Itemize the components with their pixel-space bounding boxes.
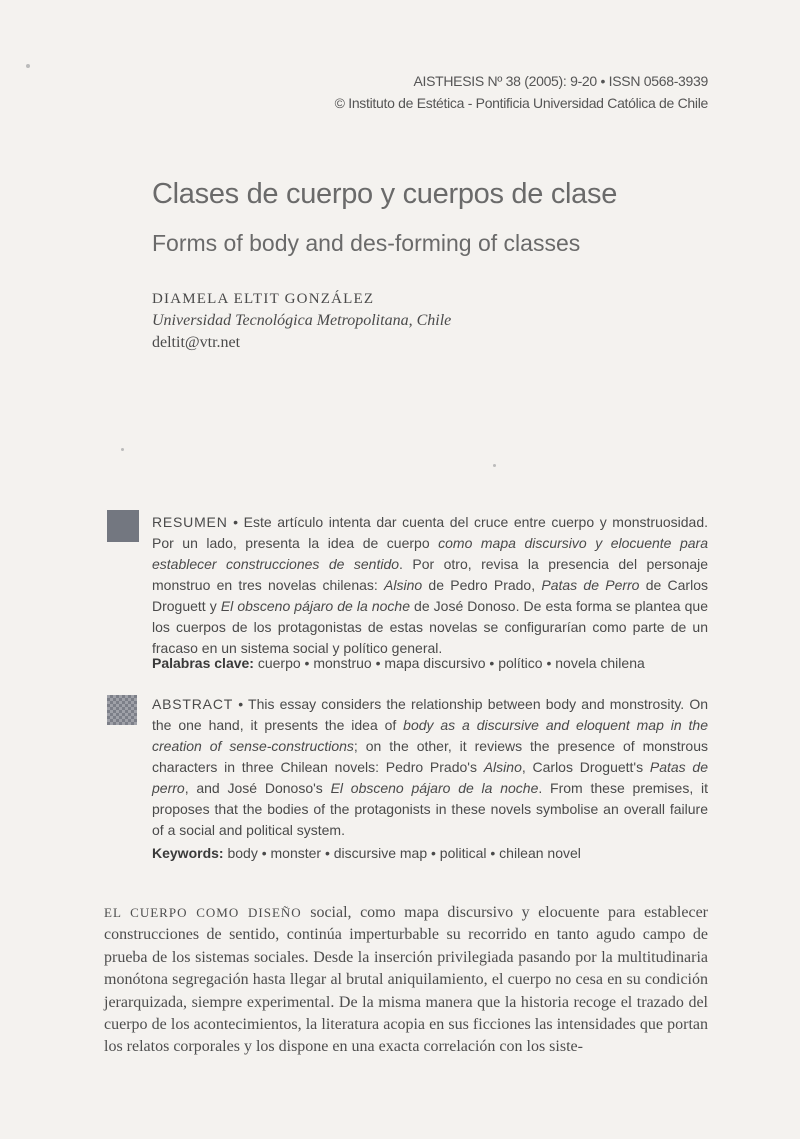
palabras-clave-list: cuerpo • monstruo • mapa discursivo • político • novela chilena — [253, 655, 645, 671]
scan-speck — [121, 448, 124, 451]
resumen-text: de Pedro Prado, — [422, 577, 542, 593]
novel-title: El obsceno pájaro de la noche — [330, 780, 539, 796]
article-subtitle: Forms of body and des-forming of classes — [152, 230, 581, 256]
abstract-text: ; on the other, it reviews the presence of monstrous characters in three Chilean novels: Pedro Prado's — [152, 738, 708, 775]
body-paragraph — [104, 902, 708, 1059]
resumen-label: RESUMEN — [152, 514, 228, 530]
abstract-italic: body as a discursive and eloquent map in the creation of sense-constructions — [152, 717, 708, 754]
article-title: Clases de cuerpo y cuerpos de clase — [152, 178, 618, 210]
abstract-text: This essay considers the relationship between body and monstrosity. On the one hand, it presents the idea of — [152, 696, 708, 733]
keywords — [152, 845, 581, 861]
author-email: deltit@vtr.net — [152, 334, 241, 351]
resumen-italic: como mapa discursivo y elocuente para establecer construcciones de sentido — [152, 535, 708, 572]
keywords-list: body • monster • discursive map • political • chilean novel — [223, 845, 581, 861]
novel-title: Patas de perro — [152, 759, 708, 796]
institution-credit: © Instituto de Estética - Pontificia Universidad Católica de Chile — [334, 95, 708, 111]
journal-citation: AISTHESIS Nº 38 (2005): 9-20 • ISSN 0568-3939 — [413, 73, 708, 89]
abstract-text: , Carlos Droguett's — [521, 759, 650, 775]
body-text: social, como mapa discursivo y elocuente para establecer construcciones de sentido, continúa imperturbable su recorrido en tanto agudo campo de prueba de los sistemas sociales. Desde la inserción privilegiada pasando por la multitudinaria monótona segregación hasta llegar al brutal aniquilamiento, el cuerpo no cesa en su condición jerarquizada, siempre experimental. De la misma manera que la historia recoge el trazado del cuerpo de los acontecimientos, la literatura acopia en sus ficciones las intensidades que portan los relatos corporales y los dispone en una exacta correlación con los siste- — [104, 904, 709, 1056]
resumen-text: Este artículo intenta dar cuenta del cruce entre cuerpo y monstruosidad. Por un lado, presenta la idea de cuerpo — [152, 514, 708, 551]
novel-title: Alsino — [384, 577, 423, 593]
palabras-clave — [152, 655, 645, 671]
palabras-clave-label: Palabras clave: — [152, 655, 254, 671]
keywords-label: Keywords: — [152, 845, 224, 861]
abstract-marker — [107, 695, 137, 725]
abstract-text: , and José Donoso's — [184, 780, 331, 796]
author-name: DIAMELA ELTIT GONZÁLEZ — [152, 291, 375, 307]
resumen-paragraph — [152, 512, 708, 659]
resumen-text: de Carlos Droguett y — [152, 577, 708, 614]
author-affiliation: Universidad Tecnológica Metropolitana, Chile — [152, 312, 452, 329]
body-lead-smallcaps: EL CUERPO COMO DISEÑO — [104, 905, 302, 920]
abstract-text: . From these premises, it proposes that the bodies of the protagonists in these novels symbolise an overall failure of a social and political system. — [152, 780, 708, 838]
scan-speck — [26, 64, 30, 68]
abstract-separator: • — [233, 696, 249, 712]
resumen-text: . Por otro, revisa la presencia del personaje monstruo en tres novelas chilenas: — [152, 556, 708, 593]
resumen-separator: • — [227, 514, 244, 530]
novel-title: Alsino — [483, 759, 522, 775]
journal-header — [335, 70, 708, 114]
resumen-text: de José Donoso. De esta forma se plantea que los cuerpos de los protagonistas de estas novelas se configurarían como parte de un fracaso en un sistema social y político general. — [152, 598, 709, 656]
resumen-marker — [107, 510, 139, 542]
novel-title: El obsceno pájaro de la noche — [220, 598, 410, 614]
abstract-paragraph — [152, 694, 708, 841]
novel-title: Patas de Perro — [541, 577, 640, 593]
scan-speck — [493, 464, 496, 467]
author-block — [152, 288, 451, 354]
abstract-label: ABSTRACT — [152, 696, 234, 712]
